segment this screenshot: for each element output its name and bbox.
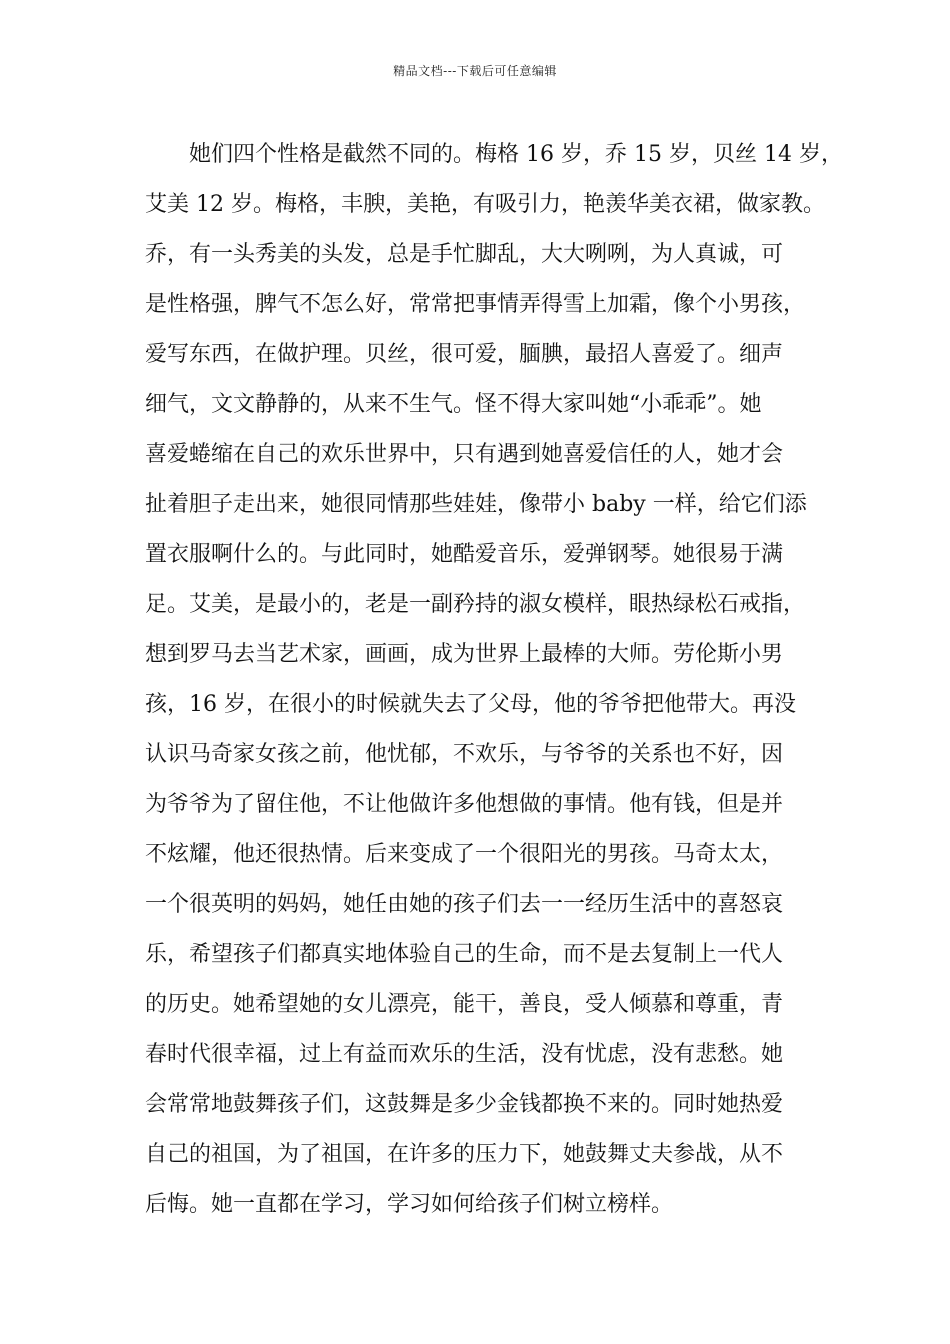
paragraph-line: 会常常地鼓舞孩子们，这鼓舞是多少金钱都换不来的。同时她热爱	[145, 1092, 784, 1117]
paragraph-line: 为爷爷为了留住他，不让他做许多他想做的事情。他有钱，但是并	[145, 792, 784, 817]
paragraph-line: 自己的祖国，为了祖国，在许多的压力下，她鼓舞丈夫参战，从不	[145, 1142, 784, 1167]
paragraph-line: 是性格强，脾气不怎么好，常常把事情弄得雪上加霜，像个小男孩，	[145, 292, 806, 317]
paragraph-line: 乔，有一头秀美的头发，总是手忙脚乱，大大咧咧，为人真诚，可	[145, 242, 784, 267]
paragraph-line: 孩，16 岁，在很小的时候就失去了父母，他的爷爷把他带大。再没	[145, 692, 796, 717]
paragraph-line: 不炫耀，他还很热情。后来变成了一个很阳光的男孩。马奇太太，	[145, 842, 784, 867]
paragraph-line: 想到罗马去当艺术家，画画，成为世界上最棒的大师。劳伦斯小男	[145, 642, 784, 667]
paragraph-line: 春时代很幸福，过上有益而欢乐的生活，没有忧虑，没有悲愁。她	[145, 1042, 784, 1067]
page-header: 精品文档---下载后可任意编辑	[393, 64, 557, 78]
paragraph-line: 爱写东西，在做护理。贝丝，很可爱，腼腆，最招人喜爱了。细声	[145, 342, 784, 367]
paragraph-line: 艾美 12 岁。梅格，丰腴，美艳，有吸引力，艳羡华美衣裙，做家教。	[145, 192, 825, 217]
paragraph-line: 一个很英明的妈妈，她任由她的孩子们去一一经历生活中的喜怒哀	[145, 892, 784, 917]
paragraph-line: 她们四个性格是截然不同的。梅格 16 岁，乔 15 岁，贝丝 14 岁，	[189, 142, 843, 167]
paragraph-line: 置衣服啊什么的。与此同时，她酷爱音乐，爱弹钢琴。她很易于满	[145, 542, 784, 567]
paragraph-line: 后悔。她一直都在学习，学习如何给孩子们树立榜样。	[145, 1192, 674, 1217]
paragraph-line: 扯着胆子走出来，她很同情那些娃娃，像带小 baby 一样，给它们添	[145, 492, 807, 517]
paragraph-line: 乐，希望孩子们都真实地体验自己的生命，而不是去复制上一代人	[145, 942, 784, 967]
paragraph-line: 认识马奇家女孩之前，他忧郁，不欢乐，与爷爷的关系也不好，因	[145, 742, 784, 767]
paragraph-line: 足。艾美，是最小的，老是一副矜持的淑女模样，眼热绿松石戒指，	[145, 592, 806, 617]
paragraph-line: 喜爱蜷缩在自己的欢乐世界中，只有遇到她喜爱信任的人，她才会	[145, 442, 784, 467]
body-paragraph	[145, 130, 843, 1230]
paragraph-line: 细气，文文静静的，从来不生气。怪不得大家叫她“小乖乖”。她	[145, 392, 762, 417]
paragraph-line: 的历史。她希望她的女儿漂亮，能干，善良，受人倾慕和尊重，青	[145, 992, 784, 1017]
